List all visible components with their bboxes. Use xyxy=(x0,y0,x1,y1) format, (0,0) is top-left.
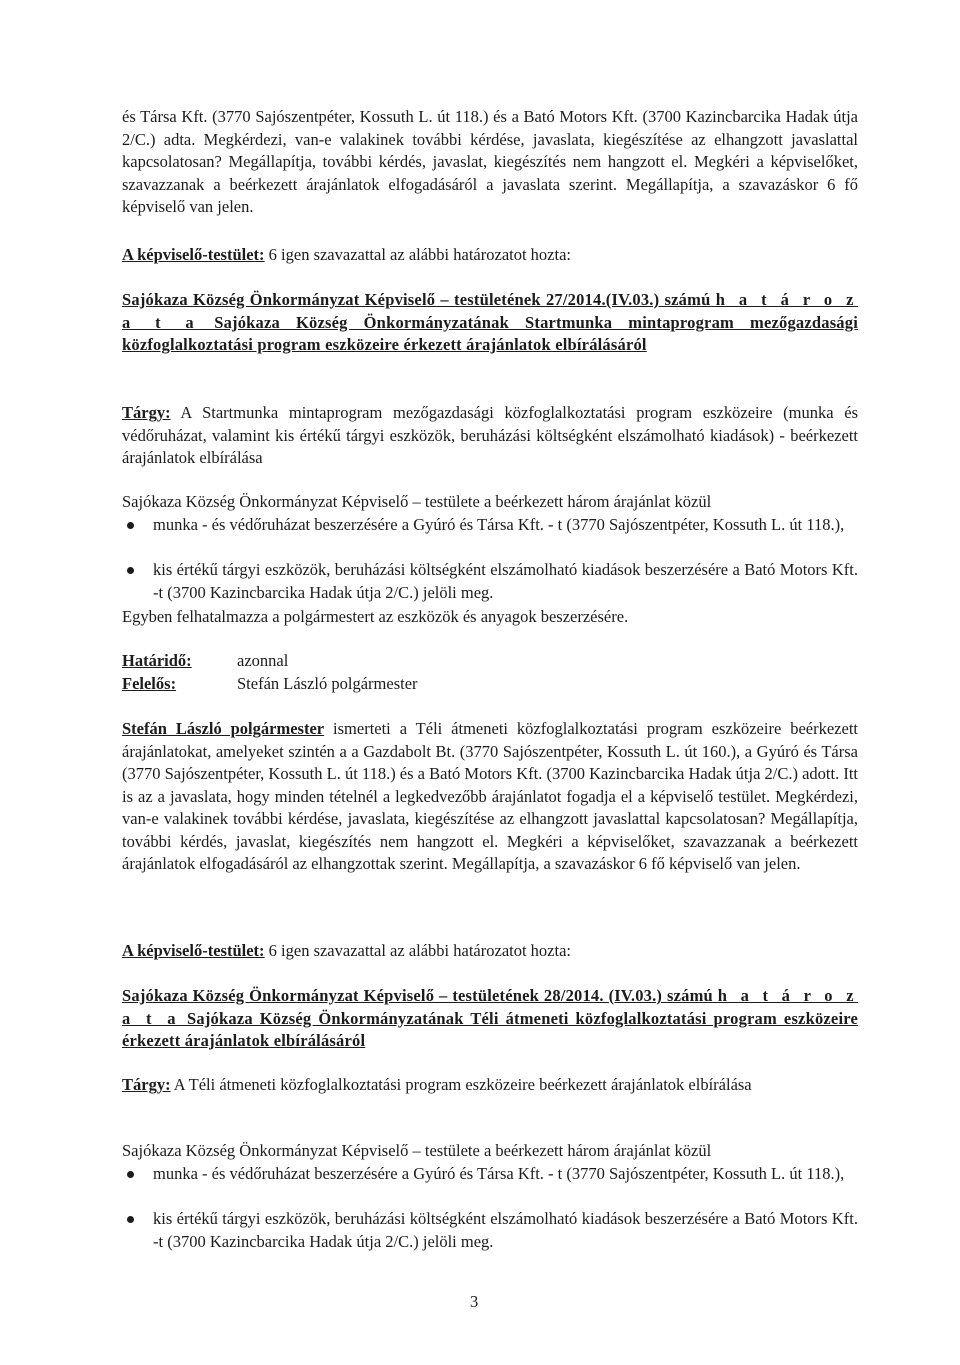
resolution-heading-2 xyxy=(122,985,858,1053)
resolution-title: Sajókaza Község Önkormányzat Képviselő – testületének 28/2014. (IV.03.) számú xyxy=(122,986,713,1005)
deadline-label: Határidő: xyxy=(122,651,192,670)
resolution-spaced-word: h a t á r o z a t a xyxy=(122,986,859,1028)
list-item xyxy=(153,514,858,537)
resolution-closing-1: Egyben felhatalmazza a polgármestert az eszközök és anyagok beszerzésére. xyxy=(122,607,629,626)
subject-text: A Téli átmeneti közfoglalkoztatási program eszközeire beérkezett árajánlatok elbírálása xyxy=(170,1075,752,1094)
vote-statement-1 xyxy=(122,244,858,267)
bullet-icon xyxy=(127,522,134,529)
mayor-text: ismerteti a Téli átmeneti közfoglalkoztatási program eszközeire beérkezett árajánlatokat, amelyeket szintén a a Gazdabolt Bt. (3770 Sajószentpéter, Kossuth L. út 160.), a Gyúró és Társa (3770 Sajószentpéter, Kossuth L. út 118.) és a Bató Motors Kft. (3700 Kazincbarcika Hadak útja 2/C.) adott. Itt is az a javaslata, hogy minden tételnél a legkedvezőbb árajánlatot fogadja el a képviselő testület. Megkérdezi, van-e valakinek további kérdése, javaslata, kiegészítése az elhangzott javaslattal kapcsolatosan? Megállapítja, további kérdés, javaslat, kiegészítés nem hangzott el. Megkéri a képviselőket, szavazzanak a beérkezett árajánlatok elfogadásáról az elhangzottak szerint. Megállapítja, a szavazáskor 6 fő képviselő van jelen. xyxy=(122,719,859,873)
vote-text: 6 igen szavazattal az alábbi határozatot hozta: xyxy=(264,941,571,960)
list-item-text: munka - és védőruházat beszerzésére a Gyúró és Társa Kft. - t (3770 Sajószentpéter, Kossuth L. út 118.), xyxy=(153,1164,845,1183)
responsible-value: Stefán László polgármester xyxy=(237,674,418,693)
mayor-name: Stefán László polgármester xyxy=(122,719,325,738)
bullet-icon xyxy=(127,1171,134,1178)
resolution-subject-title: Sajókaza Község Önkormányzatának Startmunka mintaprogram mezőgazdasági közfoglalkoztatási program eszközeire érkezett árajánlatok elbírálásáról xyxy=(122,312,858,354)
deadline-value: azonnal xyxy=(237,651,289,670)
list-item xyxy=(153,1208,858,1253)
resolution-body-1: Sajókaza Község Önkormányzat Képviselő – testülete a beérkezett három árajánlat közül xyxy=(122,492,712,511)
list-item-text: munka - és védőruházat beszerzésére a Gyúró és Társa Kft. - t (3770 Sajószentpéter, Kossuth L. út 118.), xyxy=(153,515,845,534)
subject-1 xyxy=(122,402,858,470)
list-item-text: kis értékű tárgyi eszközök, beruházási költségként elszámolható kiadások beszerzésére a Bató Motors Kft. -t (3700 Kazincbarcika Hadak útja 2/C.) jelöli meg. xyxy=(153,560,858,602)
vote-statement-2 xyxy=(122,940,858,963)
list-item-text: kis értékű tárgyi eszközök, beruházási költségként elszámolható kiadások beszerzésére a Bató Motors Kft. -t (3700 Kazincbarcika Hadak útja 2/C.) jelöli meg. xyxy=(153,1209,858,1251)
vote-text: 6 igen szavazattal az alábbi határozatot hozta: xyxy=(264,245,571,264)
subject-2 xyxy=(122,1074,858,1097)
vote-label: A képviselő-testület: xyxy=(122,245,265,264)
subject-text: A Startmunka mintaprogram mezőgazdasági közfoglalkoztatási program eszközeire (munka és védőruházat, valamint kis értékű tárgyi eszközök, beruházási költségként elszámolható kiadások) - beérkezett árajánlatok elbírálása xyxy=(122,403,858,467)
mayor-paragraph xyxy=(122,718,858,876)
resolution-spaced-word: h a t á r o z a t a xyxy=(122,290,858,332)
bullet-icon xyxy=(127,567,134,574)
resolution-subject-title: Sajókaza Község Önkormányzatának Téli átmeneti közfoglalkoztatási program eszközeire érkezett árajánlatok elbírálásáról xyxy=(122,1008,858,1050)
intro-paragraph: és Társa Kft. (3770 Sajószentpéter, Kossuth L. út 118.) és a Bató Motors Kft. (3700 Kazincbarcika Hadak útja 2/C.) adta. Megkérdezi, van-e valakinek további kérdése, javaslata, kiegészítése az elhangzott javaslattal kapcsolatosan? Megállapítja, további kérdés, javaslat, kiegészítés nem hangzott el. Megkéri a képviselőket, szavazzanak a beérkezett árajánlatok elfogadásáról a javaslata szerint. Megállapítja, a szavazáskor 6 fő képviselő van jelen. xyxy=(122,107,858,216)
list-item xyxy=(153,1163,858,1186)
subject-label: Tárgy: xyxy=(122,1075,171,1094)
resolution-body-2: Sajókaza Község Önkormányzat Képviselő – testülete a beérkezett három árajánlat közül xyxy=(122,1141,712,1160)
list-item xyxy=(153,559,858,604)
page-number: 3 xyxy=(470,1292,479,1311)
bullet-icon xyxy=(127,1216,134,1223)
vote-label: A képviselő-testület: xyxy=(122,941,265,960)
subject-label: Tárgy: xyxy=(122,403,171,422)
responsible-label: Felelős: xyxy=(122,674,177,693)
resolution-title: Sajókaza Község Önkormányzat Képviselő – testületének 27/2014.(IV.03.) számú xyxy=(122,290,711,309)
resolution-heading-1 xyxy=(122,289,858,357)
